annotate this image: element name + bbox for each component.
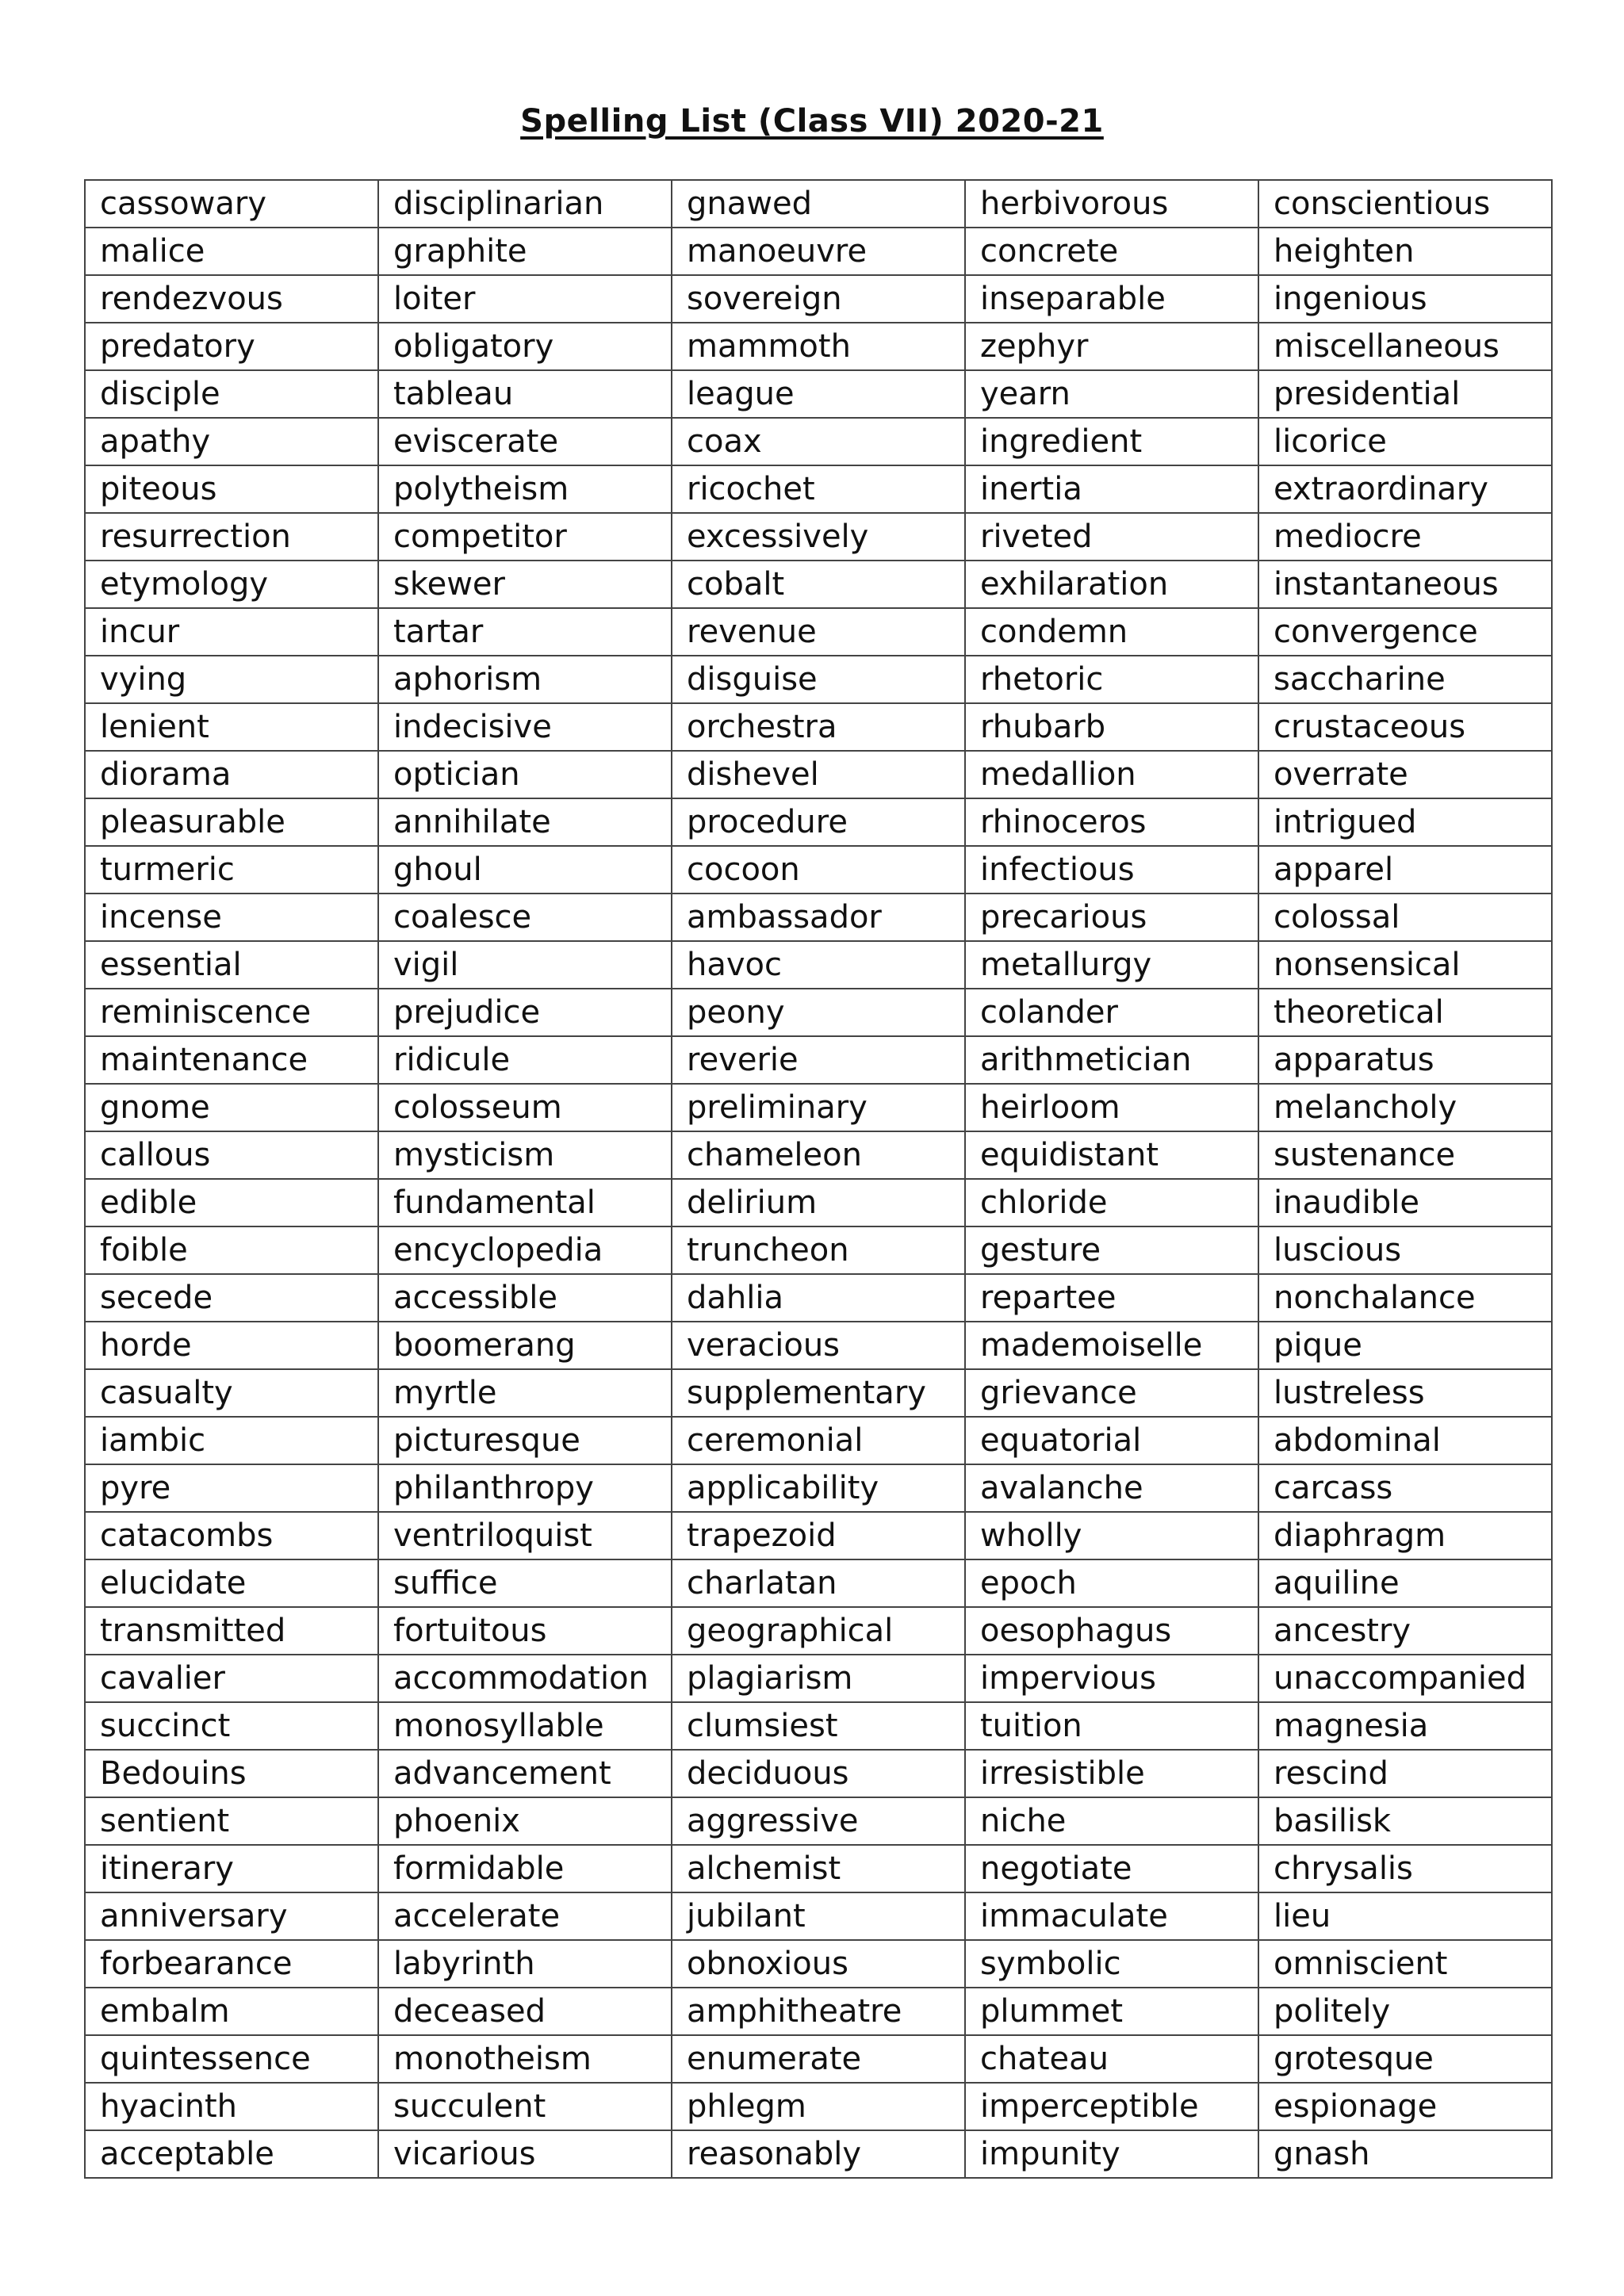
word-cell: jubilant: [672, 1892, 965, 1940]
word-cell: monotheism: [378, 2035, 672, 2083]
word-cell: obligatory: [378, 323, 672, 370]
word-cell: nonsensical: [1258, 941, 1552, 989]
word-cell: cocoon: [672, 846, 965, 894]
word-cell: piteous: [85, 465, 378, 513]
word-cell: ingenious: [1258, 275, 1552, 323]
word-cell: foible: [85, 1226, 378, 1274]
word-cell: league: [672, 370, 965, 418]
word-cell: supplementary: [672, 1369, 965, 1417]
word-cell: repartee: [965, 1274, 1258, 1322]
table-row: [85, 941, 1552, 989]
word-cell: catacombs: [85, 1512, 378, 1559]
word-cell: eviscerate: [378, 418, 672, 465]
word-cell: immaculate: [965, 1892, 1258, 1940]
table-row: [85, 1797, 1552, 1845]
word-cell: basilisk: [1258, 1797, 1552, 1845]
word-cell: sovereign: [672, 275, 965, 323]
word-cell: incense: [85, 894, 378, 941]
word-cell: graphite: [378, 228, 672, 275]
word-cell: ancestry: [1258, 1607, 1552, 1655]
word-cell: rhinoceros: [965, 798, 1258, 846]
word-cell: tartar: [378, 608, 672, 656]
word-cell: wholly: [965, 1512, 1258, 1559]
table-row: [85, 1750, 1552, 1797]
spelling-table: [84, 179, 1553, 2179]
table-row: [85, 703, 1552, 751]
word-cell: zephyr: [965, 323, 1258, 370]
word-cell: plagiarism: [672, 1655, 965, 1702]
word-cell: aggressive: [672, 1797, 965, 1845]
word-cell: transmitted: [85, 1607, 378, 1655]
word-cell: sentient: [85, 1797, 378, 1845]
table-row: [85, 1988, 1552, 2035]
word-cell: ghoul: [378, 846, 672, 894]
word-cell: condemn: [965, 608, 1258, 656]
word-cell: saccharine: [1258, 656, 1552, 703]
word-cell: coax: [672, 418, 965, 465]
table-row: [85, 1131, 1552, 1179]
word-cell: turmeric: [85, 846, 378, 894]
word-cell: theoretical: [1258, 989, 1552, 1036]
word-cell: veracious: [672, 1322, 965, 1369]
word-cell: advancement: [378, 1750, 672, 1797]
word-cell: licorice: [1258, 418, 1552, 465]
word-cell: manoeuvre: [672, 228, 965, 275]
word-cell: incur: [85, 608, 378, 656]
word-cell: intrigued: [1258, 798, 1552, 846]
word-cell: chateau: [965, 2035, 1258, 2083]
word-cell: malice: [85, 228, 378, 275]
word-cell: labyrinth: [378, 1940, 672, 1988]
word-cell: deciduous: [672, 1750, 965, 1797]
table-row: [85, 1702, 1552, 1750]
word-cell: rendezvous: [85, 275, 378, 323]
table-row: [85, 1322, 1552, 1369]
word-cell: instantaneous: [1258, 561, 1552, 608]
page-title: Spelling List (Class VII) 2020-21: [520, 103, 1104, 140]
table-row: [85, 846, 1552, 894]
word-cell: diorama: [85, 751, 378, 798]
word-cell: equidistant: [965, 1131, 1258, 1179]
word-cell: miscellaneous: [1258, 323, 1552, 370]
word-cell: unaccompanied: [1258, 1655, 1552, 1702]
word-cell: ricochet: [672, 465, 965, 513]
word-cell: pleasurable: [85, 798, 378, 846]
word-cell: heighten: [1258, 228, 1552, 275]
word-cell: vying: [85, 656, 378, 703]
table-row: [85, 228, 1552, 275]
word-cell: lieu: [1258, 1892, 1552, 1940]
word-cell: espionage: [1258, 2083, 1552, 2130]
word-cell: fundamental: [378, 1179, 672, 1226]
table-row: [85, 513, 1552, 561]
word-cell: riveted: [965, 513, 1258, 561]
word-cell: acceptable: [85, 2130, 378, 2178]
word-cell: casualty: [85, 1369, 378, 1417]
word-cell: pique: [1258, 1322, 1552, 1369]
word-cell: ceremonial: [672, 1417, 965, 1464]
table-row: [85, 1464, 1552, 1512]
table-row: [85, 989, 1552, 1036]
word-cell: polytheism: [378, 465, 672, 513]
word-cell: annihilate: [378, 798, 672, 846]
table-row: [85, 1845, 1552, 1892]
word-cell: secede: [85, 1274, 378, 1322]
word-cell: excessively: [672, 513, 965, 561]
word-cell: colosseum: [378, 1084, 672, 1131]
word-cell: presidential: [1258, 370, 1552, 418]
table-row: [85, 1274, 1552, 1322]
word-cell: phlegm: [672, 2083, 965, 2130]
word-cell: elucidate: [85, 1559, 378, 1607]
word-cell: succulent: [378, 2083, 672, 2130]
table-row: [85, 323, 1552, 370]
word-cell: cobalt: [672, 561, 965, 608]
word-cell: precarious: [965, 894, 1258, 941]
word-cell: colossal: [1258, 894, 1552, 941]
table-row: [85, 1940, 1552, 1988]
word-cell: gnome: [85, 1084, 378, 1131]
word-cell: disciple: [85, 370, 378, 418]
word-cell: truncheon: [672, 1226, 965, 1274]
table-row: [85, 1512, 1552, 1559]
word-cell: rhetoric: [965, 656, 1258, 703]
word-cell: irresistible: [965, 1750, 1258, 1797]
word-cell: phoenix: [378, 1797, 672, 1845]
word-cell: politely: [1258, 1988, 1552, 2035]
word-cell: imperceptible: [965, 2083, 1258, 2130]
word-cell: deceased: [378, 1988, 672, 2035]
word-cell: delirium: [672, 1179, 965, 1226]
word-cell: disguise: [672, 656, 965, 703]
word-cell: nonchalance: [1258, 1274, 1552, 1322]
word-cell: succinct: [85, 1702, 378, 1750]
word-cell: trapezoid: [672, 1512, 965, 1559]
word-cell: edible: [85, 1179, 378, 1226]
table-row: [85, 275, 1552, 323]
word-cell: magnesia: [1258, 1702, 1552, 1750]
word-cell: obnoxious: [672, 1940, 965, 1988]
word-cell: havoc: [672, 941, 965, 989]
word-cell: procedure: [672, 798, 965, 846]
word-cell: vicarious: [378, 2130, 672, 2178]
word-cell: accommodation: [378, 1655, 672, 1702]
word-cell: luscious: [1258, 1226, 1552, 1274]
word-cell: rhubarb: [965, 703, 1258, 751]
word-cell: convergence: [1258, 608, 1552, 656]
word-cell: vigil: [378, 941, 672, 989]
table-row: [85, 1226, 1552, 1274]
table-row: [85, 370, 1552, 418]
word-cell: clumsiest: [672, 1702, 965, 1750]
spelling-table-body: [85, 180, 1552, 2178]
word-cell: tuition: [965, 1702, 1258, 1750]
word-cell: orchestra: [672, 703, 965, 751]
word-cell: mysticism: [378, 1131, 672, 1179]
word-cell: loiter: [378, 275, 672, 323]
table-row: [85, 1179, 1552, 1226]
table-row: [85, 1607, 1552, 1655]
word-cell: anniversary: [85, 1892, 378, 1940]
word-cell: infectious: [965, 846, 1258, 894]
word-cell: fortuitous: [378, 1607, 672, 1655]
word-cell: chloride: [965, 1179, 1258, 1226]
word-cell: amphitheatre: [672, 1988, 965, 2035]
word-cell: gesture: [965, 1226, 1258, 1274]
word-cell: avalanche: [965, 1464, 1258, 1512]
word-cell: enumerate: [672, 2035, 965, 2083]
table-row: [85, 1036, 1552, 1084]
word-cell: pyre: [85, 1464, 378, 1512]
word-cell: epoch: [965, 1559, 1258, 1607]
word-cell: plummet: [965, 1988, 1258, 2035]
table-row: [85, 1892, 1552, 1940]
table-row: [85, 2083, 1552, 2130]
word-cell: abdominal: [1258, 1417, 1552, 1464]
word-cell: preliminary: [672, 1084, 965, 1131]
word-cell: crustaceous: [1258, 703, 1552, 751]
word-cell: boomerang: [378, 1322, 672, 1369]
word-cell: ingredient: [965, 418, 1258, 465]
word-cell: metallurgy: [965, 941, 1258, 989]
word-cell: embalm: [85, 1988, 378, 2035]
word-cell: dishevel: [672, 751, 965, 798]
word-cell: geographical: [672, 1607, 965, 1655]
word-cell: oesophagus: [965, 1607, 1258, 1655]
word-cell: inertia: [965, 465, 1258, 513]
table-row: [85, 656, 1552, 703]
word-cell: grotesque: [1258, 2035, 1552, 2083]
table-row: [85, 608, 1552, 656]
word-cell: apparel: [1258, 846, 1552, 894]
word-cell: optician: [378, 751, 672, 798]
table-row: [85, 2035, 1552, 2083]
word-cell: aphorism: [378, 656, 672, 703]
word-cell: ridicule: [378, 1036, 672, 1084]
word-cell: maintenance: [85, 1036, 378, 1084]
table-row: [85, 180, 1552, 228]
word-cell: dahlia: [672, 1274, 965, 1322]
word-cell: essential: [85, 941, 378, 989]
word-cell: monosyllable: [378, 1702, 672, 1750]
word-cell: ventriloquist: [378, 1512, 672, 1559]
word-cell: horde: [85, 1322, 378, 1369]
word-cell: indecisive: [378, 703, 672, 751]
word-cell: impunity: [965, 2130, 1258, 2178]
word-cell: resurrection: [85, 513, 378, 561]
word-cell: medallion: [965, 751, 1258, 798]
word-cell: exhilaration: [965, 561, 1258, 608]
table-row: [85, 465, 1552, 513]
word-cell: reminiscence: [85, 989, 378, 1036]
word-cell: lustreless: [1258, 1369, 1552, 1417]
word-cell: impervious: [965, 1655, 1258, 1702]
word-cell: conscientious: [1258, 180, 1552, 228]
table-row: [85, 751, 1552, 798]
word-cell: symbolic: [965, 1940, 1258, 1988]
word-cell: encyclopedia: [378, 1226, 672, 1274]
word-cell: philanthropy: [378, 1464, 672, 1512]
word-cell: aquiline: [1258, 1559, 1552, 1607]
word-cell: overrate: [1258, 751, 1552, 798]
word-cell: suffice: [378, 1559, 672, 1607]
word-cell: mediocre: [1258, 513, 1552, 561]
word-cell: inseparable: [965, 275, 1258, 323]
word-cell: reasonably: [672, 2130, 965, 2178]
word-cell: mammoth: [672, 323, 965, 370]
word-cell: revenue: [672, 608, 965, 656]
word-cell: charlatan: [672, 1559, 965, 1607]
word-cell: predatory: [85, 323, 378, 370]
word-cell: prejudice: [378, 989, 672, 1036]
table-row: [85, 2130, 1552, 2178]
word-cell: forbearance: [85, 1940, 378, 1988]
table-row: [85, 1655, 1552, 1702]
word-cell: alchemist: [672, 1845, 965, 1892]
word-cell: chrysalis: [1258, 1845, 1552, 1892]
word-cell: disciplinarian: [378, 180, 672, 228]
word-cell: grievance: [965, 1369, 1258, 1417]
word-cell: chameleon: [672, 1131, 965, 1179]
word-cell: lenient: [85, 703, 378, 751]
word-cell: coalesce: [378, 894, 672, 941]
table-row: [85, 798, 1552, 846]
word-cell: ambassador: [672, 894, 965, 941]
table-row: [85, 1369, 1552, 1417]
word-cell: diaphragm: [1258, 1512, 1552, 1559]
word-cell: accelerate: [378, 1892, 672, 1940]
word-cell: reverie: [672, 1036, 965, 1084]
word-cell: picturesque: [378, 1417, 672, 1464]
word-cell: herbivorous: [965, 180, 1258, 228]
word-cell: apparatus: [1258, 1036, 1552, 1084]
table-row: [85, 561, 1552, 608]
word-cell: peony: [672, 989, 965, 1036]
word-cell: yearn: [965, 370, 1258, 418]
word-cell: cavalier: [85, 1655, 378, 1702]
word-cell: extraordinary: [1258, 465, 1552, 513]
table-row: [85, 1417, 1552, 1464]
word-cell: equatorial: [965, 1417, 1258, 1464]
word-cell: omniscient: [1258, 1940, 1552, 1988]
word-cell: rescind: [1258, 1750, 1552, 1797]
word-cell: sustenance: [1258, 1131, 1552, 1179]
word-cell: niche: [965, 1797, 1258, 1845]
word-cell: competitor: [378, 513, 672, 561]
word-cell: heirloom: [965, 1084, 1258, 1131]
word-cell: hyacinth: [85, 2083, 378, 2130]
word-cell: callous: [85, 1131, 378, 1179]
word-cell: etymology: [85, 561, 378, 608]
word-cell: apathy: [85, 418, 378, 465]
word-cell: accessible: [378, 1274, 672, 1322]
word-cell: carcass: [1258, 1464, 1552, 1512]
word-cell: formidable: [378, 1845, 672, 1892]
word-cell: gnash: [1258, 2130, 1552, 2178]
word-cell: mademoiselle: [965, 1322, 1258, 1369]
word-cell: itinerary: [85, 1845, 378, 1892]
word-cell: colander: [965, 989, 1258, 1036]
word-cell: quintessence: [85, 2035, 378, 2083]
word-cell: arithmetician: [965, 1036, 1258, 1084]
word-cell: gnawed: [672, 180, 965, 228]
table-row: [85, 418, 1552, 465]
word-cell: melancholy: [1258, 1084, 1552, 1131]
word-cell: myrtle: [378, 1369, 672, 1417]
table-row: [85, 1559, 1552, 1607]
word-cell: skewer: [378, 561, 672, 608]
word-cell: iambic: [85, 1417, 378, 1464]
word-cell: inaudible: [1258, 1179, 1552, 1226]
word-cell: concrete: [965, 228, 1258, 275]
table-row: [85, 894, 1552, 941]
word-cell: negotiate: [965, 1845, 1258, 1892]
table-row: [85, 1084, 1552, 1131]
word-cell: Bedouins: [85, 1750, 378, 1797]
word-cell: applicability: [672, 1464, 965, 1512]
word-cell: cassowary: [85, 180, 378, 228]
word-cell: tableau: [378, 370, 672, 418]
